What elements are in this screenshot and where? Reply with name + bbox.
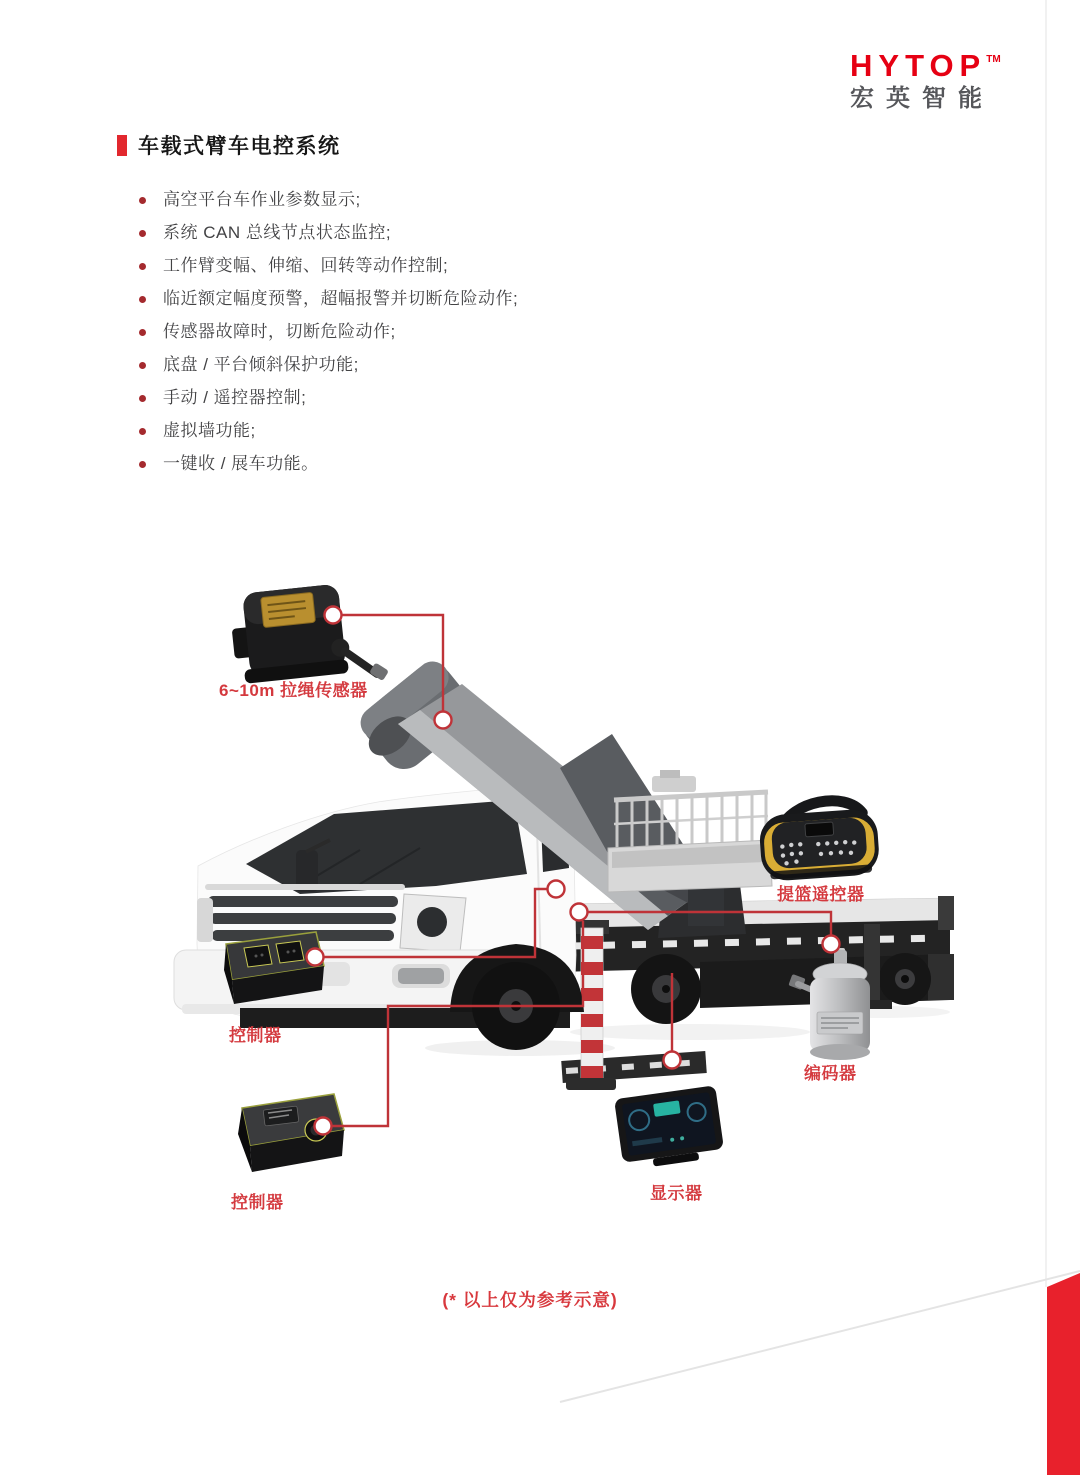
display-image: [614, 1085, 725, 1170]
label-rope-sensor: 6~10m 拉绳传感器: [219, 681, 368, 700]
reference-note: (* 以上仅为参考示意): [442, 1290, 618, 1310]
feature-item: 临近额定幅度预警，超幅报警并切断危险动作;: [137, 289, 518, 309]
basket-remote-image: [757, 798, 880, 882]
label-controller-left: 控制器: [229, 1026, 282, 1045]
brand-wordmark: [850, 50, 1001, 81]
label-basket-remote: 提篮遥控器: [777, 885, 865, 904]
feature-item: 手动 / 遥控器控制;: [137, 388, 518, 408]
title-marker-icon: [117, 135, 127, 156]
feature-item: 传感器故障时，切断危险动作;: [137, 322, 518, 342]
trademark-symbol: TM: [986, 54, 1001, 65]
brand-logo: [850, 50, 1001, 111]
feature-item: 工作臂变幅、伸缩、回转等动作控制;: [137, 256, 518, 276]
corner-wedge: [1047, 1273, 1080, 1475]
label-controller-bottom: 控制器: [231, 1193, 284, 1212]
feature-item: 底盘 / 平台倾斜保护功能;: [137, 355, 518, 375]
feature-item: 一键收 / 展车功能。: [137, 454, 518, 474]
page-edge-line: [1045, 0, 1047, 1287]
label-display: 显示器: [650, 1184, 703, 1203]
section-header: [117, 130, 341, 160]
feature-item: 系统 CAN 总线节点状态监控;: [137, 223, 518, 243]
brand-name-text: HYTOP: [850, 48, 987, 83]
feature-item: 虚拟墙功能;: [137, 421, 518, 441]
brand-chinese-name: 宏英智能: [850, 85, 994, 112]
page-title: 车载式臂车电控系统: [138, 135, 341, 158]
feature-list: [137, 190, 518, 487]
label-encoder: 编码器: [804, 1064, 857, 1083]
feature-item: 高空平台车作业参数显示;: [137, 190, 518, 210]
